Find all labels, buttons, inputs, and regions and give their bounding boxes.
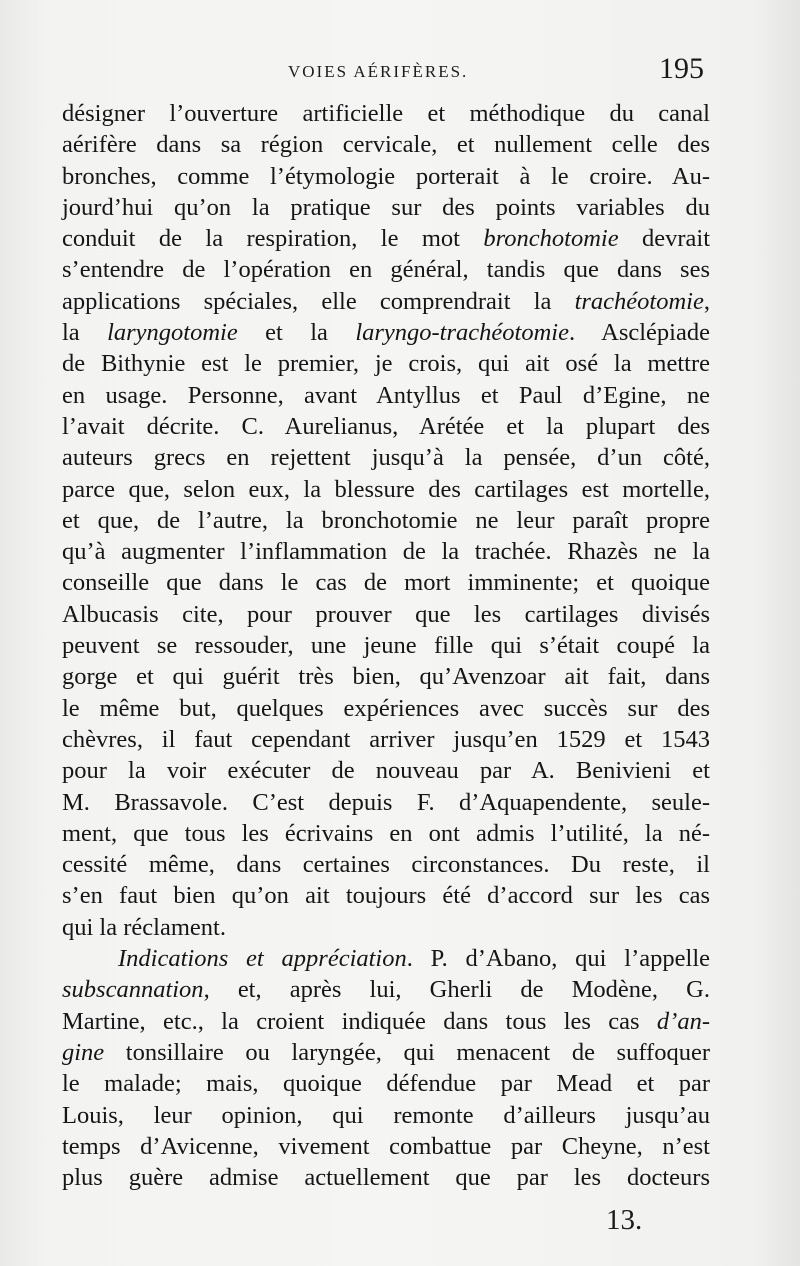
text-line: M. Brassavole. C’est depuis F. d’Aquapendente, seule- <box>62 788 710 816</box>
text-fragment: applications spéciales, elle comprendrait la <box>62 287 575 315</box>
text-line <box>62 1006 710 1037</box>
text-line: cessité même, dans certaines circonstances. Du reste, il <box>62 851 710 879</box>
text-line: désigner l’ouverture artificielle et méthodique du canal <box>62 100 710 127</box>
text-fragment: et la <box>237 319 356 347</box>
text-line: en usage. Personne, avant Antyllus et Paul d’Egine, ne <box>62 381 710 409</box>
text-line: s’entendre de l’opération en général, tandis que dans ses <box>62 256 710 284</box>
text-line: conseille que dans le cas de mort imminente; et quoique <box>62 569 710 597</box>
italic-term: gine <box>62 1038 105 1066</box>
text-line: gorge et qui guérit très bien, qu’Avenzoar ait fait, dans <box>62 663 710 691</box>
paragraph-heading-line <box>62 943 710 974</box>
text-line: Albucasis cite, pour prouver que les cartilages divisés <box>62 600 710 628</box>
text-line: l’avait décrite. C. Aurelianus, Arétée et la plupart des <box>62 412 710 440</box>
text-fragment: devrait <box>618 225 710 253</box>
page-number: 195 <box>659 52 704 85</box>
italic-term: laryngo-trachéotomie <box>355 319 569 347</box>
text-line: de Bithynie est le premier, je crois, qui ait osé la mettre <box>62 350 710 378</box>
italic-term: laryngotomie <box>107 319 238 347</box>
text-line: auteurs grecs en rejettent jusqu’à la pensée, d’un côté, <box>62 444 710 472</box>
text-line: jourd’hui qu’on la pratique sur des points variables du <box>62 193 710 221</box>
italic-term: trachéotomie <box>574 287 704 315</box>
italic-term: bronchotomie <box>483 225 619 253</box>
text-line: chèvres, il faut cependant arriver jusqu’en 1529 et 1543 <box>62 725 710 753</box>
text-line: bronches, comme l’étymologie porterait à le croire. Au- <box>62 162 710 190</box>
text-line <box>62 223 710 254</box>
text-line: qui la réclament. <box>62 913 226 941</box>
text-line <box>62 974 710 1005</box>
text-line: plus guère admise actuellement que par les docteurs <box>62 1164 710 1192</box>
text-line: peuvent se ressouder, une jeune fille qui s’était coupé la <box>62 632 710 660</box>
text-fragment: conduit de la respiration, le mot <box>62 225 484 253</box>
text-line: ment, que tous les écrivains en ont admis l’utilité, la né- <box>62 819 710 847</box>
text-line: qu’à augmenter l’inflammation de la trachée. Rhazès ne la <box>62 538 710 566</box>
text-line: temps d’Avicenne, vivement combattue par Cheyne, n’est <box>62 1132 710 1160</box>
text-fragment: . P. d’Abano, qui l’appelle <box>406 945 710 973</box>
text-line <box>62 286 710 317</box>
text-line: Louis, leur opinion, qui remonte d’ailleurs jusqu’au <box>62 1101 710 1129</box>
text-line: s’en faut bien qu’on ait toujours été d’accord sur les cas <box>62 882 710 910</box>
text-line <box>62 317 710 348</box>
section-heading: Indications et appréciation <box>118 945 407 973</box>
text-fragment: Martine, etc., la croient indiquée dans tous les cas <box>62 1007 657 1035</box>
text-fragment: , <box>703 287 710 315</box>
text-line <box>62 1037 710 1068</box>
page-header <box>0 52 800 92</box>
body-text <box>62 98 710 1193</box>
italic-term: d’an- <box>656 1007 710 1035</box>
text-line: aérifère dans sa région cervicale, et nullement celle des <box>62 131 710 159</box>
text-fragment: tonsillaire ou laryngée, qui menacent de suffoquer <box>104 1038 710 1066</box>
text-fragment: , et, après lui, Gherli de Modène, G. <box>203 976 710 1004</box>
text-line: le même but, quelques expériences avec succès sur des <box>62 694 710 722</box>
text-line: pour la voir exécuter de nouveau par A. Benivieni et <box>62 757 710 785</box>
signature-mark: 13. <box>606 1204 643 1236</box>
text-line: le malade; mais, quoique défendue par Mead et par <box>62 1070 710 1098</box>
text-fragment: la <box>62 319 108 347</box>
italic-term: subscannation <box>62 976 204 1004</box>
text-line: parce que, selon eux, la blessure des cartilages est mortelle, <box>62 475 710 503</box>
running-head: VOIES AÉRIFÈRES. <box>288 62 469 81</box>
text-line: et que, de l’autre, la bronchotomie ne leur paraît propre <box>62 506 710 534</box>
text-fragment: . Asclépiade <box>568 319 710 347</box>
